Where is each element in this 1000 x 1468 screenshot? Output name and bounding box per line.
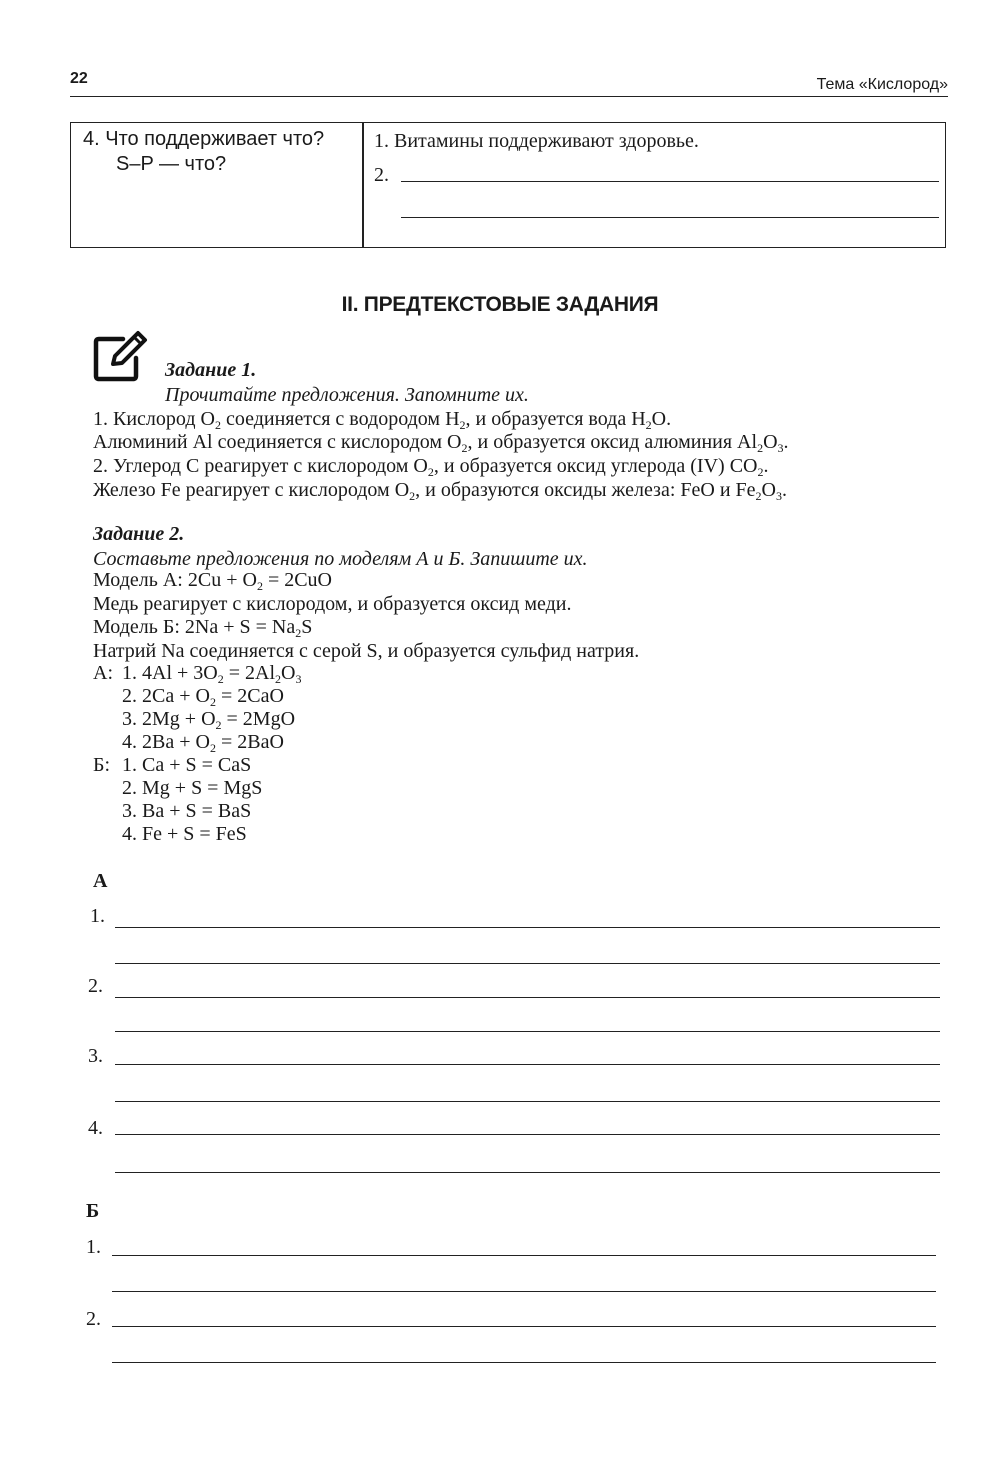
model-b-sentence: Натрий Na соединяется с серой S, и образуется сульфид натрия. [93, 640, 640, 662]
list-a-label: А: [93, 662, 113, 684]
answer-line[interactable] [112, 1255, 936, 1256]
task-1-instruction: Прочитайте предложения. Запомните их. [165, 384, 529, 406]
header-rule [70, 96, 948, 97]
answer-a-number: 4. [88, 1117, 103, 1139]
task-1-title: Задание 1. [165, 359, 257, 381]
answer-a-number: 1. [90, 905, 105, 927]
answer-b-number: 2. [86, 1308, 101, 1330]
answer-line[interactable] [115, 1134, 940, 1135]
answer-a-number: 2. [88, 975, 103, 997]
pencil-note-icon [93, 326, 151, 382]
answer-item-2-number: 2. [374, 164, 389, 186]
table-right-cell [374, 127, 939, 188]
table-answer-line[interactable] [401, 181, 939, 182]
task-2-instruction: Составьте предложения по моделям А и Б. Запишите их. [93, 548, 588, 570]
list-a-item: 4. $2Ba + O_2 = 2BaO$ [122, 731, 284, 755]
model-b-formula: Модель Б: $2Na + S = Na_2S$ [93, 616, 313, 640]
task-1-sentence-3: 2. Углерод C реагирует с кислородом $O_2$, и образуется оксид углерода (IV) $CO_2$. [93, 455, 769, 479]
answer-example: 1. Витамины поддерживают здоровье. [374, 130, 699, 152]
answer-line[interactable] [112, 1291, 936, 1292]
answer-line[interactable] [115, 963, 940, 964]
answer-line[interactable] [115, 1031, 940, 1032]
task-1-sentence-2: Алюминий Al соединяется с кислородом $O_2$, и образуется оксид алюминия $Al_2O_3$. [93, 431, 789, 455]
answers-b-heading: Б [86, 1200, 100, 1222]
list-b-label: Б: [93, 754, 111, 776]
question-line: 4. Что поддерживает что? [83, 128, 325, 150]
model-a-formula: Модель А: $2Cu + O_2 = 2CuO$ [93, 569, 332, 593]
table-answer-line[interactable] [401, 217, 939, 218]
list-b-item: 2. Mg + S = MgS [122, 777, 263, 799]
answers-a-heading: А [93, 870, 108, 892]
table-left-cell [83, 127, 324, 177]
answer-line[interactable] [112, 1326, 936, 1327]
list-b-item: 4. Fe + S = FeS [122, 823, 247, 845]
answer-b-number: 1. [86, 1236, 101, 1258]
topic-label: Тема «Кислород» [816, 76, 948, 93]
task-1-sentence-1: 1. Кислород $O_2$ соединяется с водородом $H_2$, и образуется вода $H_2O$. [93, 408, 672, 432]
list-a-item: 1. $4Al + 3O_2 = 2Al_2O_3$ [122, 662, 302, 686]
answer-line[interactable] [115, 1101, 940, 1102]
section-title: II. ПРЕДТЕКСТОВЫЕ ЗАДАНИЯ [341, 293, 659, 316]
answer-line[interactable] [115, 1064, 940, 1065]
table-divider [362, 123, 364, 247]
list-b-item: 3. Ba + S = BaS [122, 800, 252, 822]
task-1-sentence-4: Железо Fe реагирует с кислородом $O_2$, и образуются оксиды железа: FeO и $Fe_2O_3$. [93, 479, 787, 503]
answer-line[interactable] [115, 927, 940, 928]
exercise-table [70, 122, 946, 248]
answer-a-number: 3. [88, 1045, 103, 1067]
model-a-sentence: Медь реагирует с кислородом, и образуется оксид меди. [93, 593, 572, 615]
question-model: S–P — что? [116, 153, 227, 175]
answer-line[interactable] [112, 1362, 936, 1363]
list-b-item: 1. Ca + S = CaS [122, 754, 252, 776]
list-a-item: 3. $2Mg + O_2 = 2MgO$ [122, 708, 296, 732]
page-number: 22 [70, 70, 88, 87]
list-a-item: 2. $2Ca + O_2 = 2CaO$ [122, 685, 284, 709]
answer-line[interactable] [115, 997, 940, 998]
answer-line[interactable] [115, 1172, 940, 1173]
task-2-title: Задание 2. [93, 523, 185, 545]
